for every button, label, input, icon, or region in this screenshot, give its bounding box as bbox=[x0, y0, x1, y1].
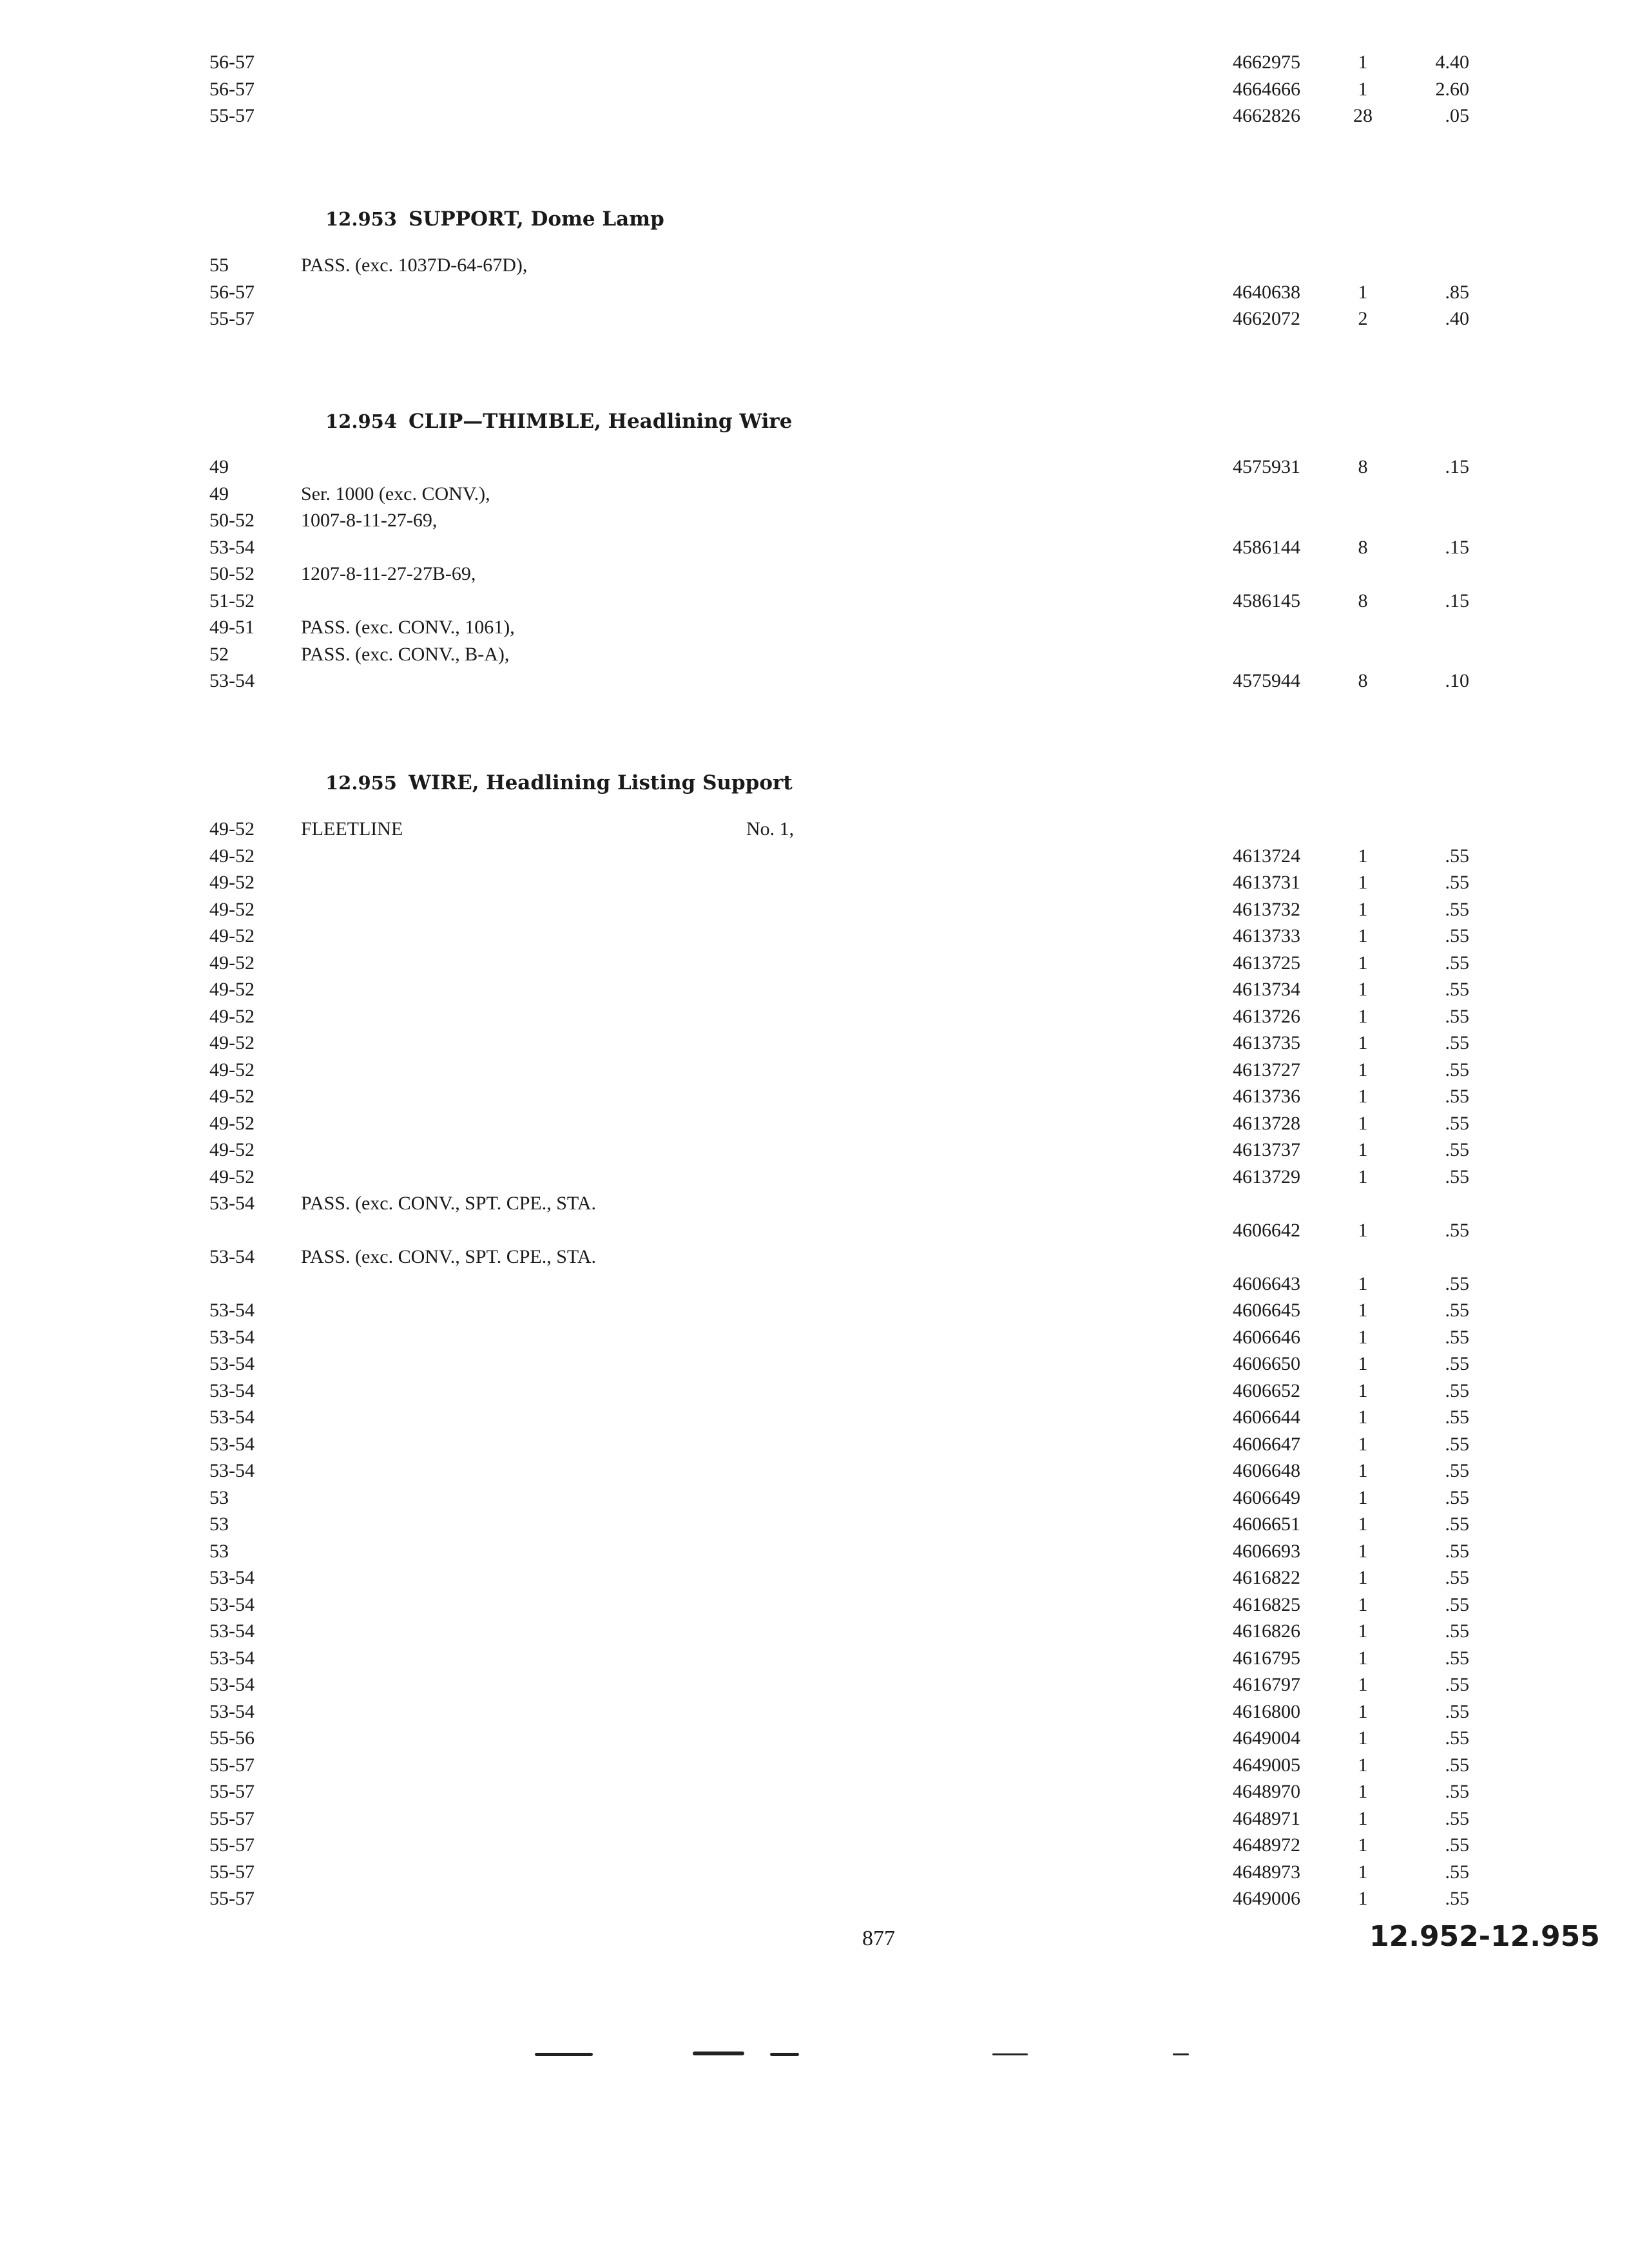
price-cell: .05 bbox=[1445, 105, 1469, 126]
price-cell: .55 bbox=[1445, 1032, 1469, 1053]
years-cell: 49-51 bbox=[209, 617, 255, 638]
part-number-cell: 4616822 bbox=[1233, 1567, 1300, 1588]
years-cell: 53-54 bbox=[209, 1647, 255, 1669]
part-number-cell: 4649006 bbox=[1233, 1888, 1300, 1909]
years-cell: 49-52 bbox=[209, 925, 255, 947]
quantity-cell: 1 bbox=[1358, 1032, 1368, 1053]
table-row bbox=[0, 1457, 1629, 1485]
model-cell bbox=[301, 816, 713, 843]
price-cell: .55 bbox=[1445, 1647, 1469, 1669]
part-number-cell: 4613726 bbox=[1233, 1005, 1300, 1027]
years-cell: 49-52 bbox=[209, 1139, 255, 1160]
price-cell: .55 bbox=[1445, 898, 1469, 920]
quantity-cell: 1 bbox=[1358, 1540, 1368, 1562]
years-cell: 49-52 bbox=[209, 1086, 255, 1107]
price-cell: .55 bbox=[1445, 1220, 1469, 1241]
model-cell bbox=[301, 614, 713, 641]
part-number-cell: 4649004 bbox=[1233, 1727, 1300, 1749]
quantity-cell: 1 bbox=[1358, 1727, 1368, 1749]
quantity-cell: 1 bbox=[1358, 1807, 1368, 1829]
part-number-cell: 4616795 bbox=[1233, 1647, 1300, 1669]
years-cell: 53-54 bbox=[209, 1620, 255, 1642]
table-row bbox=[0, 279, 1629, 306]
quantity-cell: 1 bbox=[1358, 1220, 1368, 1241]
description-text: No. 1, bbox=[746, 818, 795, 840]
price-cell: .55 bbox=[1445, 1700, 1469, 1722]
years-cell: 55 bbox=[209, 255, 229, 276]
price-cell: .55 bbox=[1445, 1139, 1469, 1160]
quantity-cell: 1 bbox=[1358, 1005, 1368, 1027]
quantity-cell: 2 bbox=[1358, 308, 1368, 329]
quantity-cell: 1 bbox=[1358, 1861, 1368, 1883]
table-row bbox=[0, 76, 1629, 103]
price-cell: .55 bbox=[1445, 1300, 1469, 1321]
model-cell bbox=[301, 561, 713, 588]
table-row bbox=[0, 1885, 1629, 1912]
part-number-cell: 4613733 bbox=[1233, 925, 1300, 947]
quantity-cell: 1 bbox=[1358, 1407, 1368, 1428]
table-row bbox=[0, 1511, 1629, 1538]
part-number-cell: 4662072 bbox=[1233, 308, 1300, 329]
page-number: 877 bbox=[862, 1927, 895, 1950]
description-cell bbox=[746, 816, 1210, 843]
table-row bbox=[0, 1164, 1629, 1191]
model-cell bbox=[301, 1244, 713, 1271]
part-number-cell: 4606648 bbox=[1233, 1460, 1300, 1481]
model-text: PASS. (exc. CONV., 1061), bbox=[301, 617, 515, 638]
part-number-cell: 4613731 bbox=[1233, 872, 1300, 893]
part-number-cell: 4648971 bbox=[1233, 1807, 1300, 1829]
part-number-cell: 4616797 bbox=[1233, 1674, 1300, 1695]
table-row bbox=[0, 1431, 1629, 1458]
table-row bbox=[0, 454, 1629, 481]
quantity-cell: 1 bbox=[1358, 1781, 1368, 1802]
table-row bbox=[0, 896, 1629, 923]
price-cell: .55 bbox=[1445, 1834, 1469, 1856]
quantity-cell: 8 bbox=[1358, 456, 1368, 477]
years-cell: 49-52 bbox=[209, 1059, 255, 1081]
years-cell: 55-56 bbox=[209, 1727, 255, 1749]
quantity-cell: 8 bbox=[1358, 590, 1368, 611]
price-cell: .55 bbox=[1445, 925, 1469, 947]
years-cell: 49-52 bbox=[209, 1005, 255, 1027]
price-cell: .55 bbox=[1445, 1888, 1469, 1909]
years-cell: 53-54 bbox=[209, 1326, 255, 1348]
years-cell: 49-52 bbox=[209, 845, 255, 867]
quantity-cell: 1 bbox=[1358, 1674, 1368, 1695]
years-cell: 53 bbox=[209, 1514, 229, 1535]
quantity-cell: 1 bbox=[1358, 845, 1368, 867]
price-cell: .55 bbox=[1445, 1379, 1469, 1401]
model-text: Ser. 1000 (exc. CONV.), bbox=[301, 483, 490, 505]
price-cell: .55 bbox=[1445, 872, 1469, 893]
years-cell: 53-54 bbox=[209, 1593, 255, 1615]
table-row bbox=[0, 1859, 1629, 1886]
scan-mark bbox=[770, 2053, 799, 2056]
price-cell: .55 bbox=[1445, 1086, 1469, 1107]
price-cell: .55 bbox=[1445, 1514, 1469, 1535]
years-cell: 50-52 bbox=[209, 510, 255, 531]
part-number-cell: 4606642 bbox=[1233, 1220, 1300, 1241]
table-row bbox=[0, 1805, 1629, 1832]
model-text: PASS. (exc. 1037D-64-67D), bbox=[301, 255, 528, 276]
quantity-cell: 1 bbox=[1358, 1166, 1368, 1187]
table-row bbox=[0, 49, 1629, 76]
table-row bbox=[0, 869, 1629, 896]
price-cell: .55 bbox=[1445, 1567, 1469, 1588]
years-cell: 56-57 bbox=[209, 52, 255, 73]
part-number-cell: 4640638 bbox=[1233, 281, 1300, 303]
quantity-cell: 1 bbox=[1358, 952, 1368, 974]
table-row bbox=[0, 561, 1629, 588]
quantity-cell: 1 bbox=[1358, 1273, 1368, 1294]
part-number-cell: 4648970 bbox=[1233, 1781, 1300, 1802]
years-cell: 53 bbox=[209, 1540, 229, 1562]
part-number-cell: 4606645 bbox=[1233, 1300, 1300, 1321]
table-row bbox=[0, 1057, 1629, 1084]
part-number-cell: 4606650 bbox=[1233, 1353, 1300, 1374]
quantity-cell: 1 bbox=[1358, 1620, 1368, 1642]
price-cell: .55 bbox=[1445, 979, 1469, 1000]
part-number-cell: 4613737 bbox=[1233, 1139, 1300, 1160]
table-row bbox=[0, 843, 1629, 870]
years-cell: 53-54 bbox=[209, 1353, 255, 1374]
part-number-cell: 4649005 bbox=[1233, 1754, 1300, 1776]
scan-mark bbox=[1173, 2053, 1189, 2055]
table-row bbox=[0, 816, 1629, 843]
years-cell: 49-52 bbox=[209, 872, 255, 893]
part-number-cell: 4613732 bbox=[1233, 898, 1300, 920]
years-cell: 53-54 bbox=[209, 1433, 255, 1455]
quantity-cell: 1 bbox=[1358, 1086, 1368, 1107]
years-cell: 49-52 bbox=[209, 1166, 255, 1187]
price-cell: .55 bbox=[1445, 1112, 1469, 1134]
quantity-cell: 8 bbox=[1358, 536, 1368, 558]
part-number-cell: 4606643 bbox=[1233, 1273, 1300, 1294]
table-row bbox=[0, 1030, 1629, 1057]
quantity-cell: 1 bbox=[1358, 925, 1368, 947]
price-cell: .55 bbox=[1445, 1781, 1469, 1802]
years-cell: 49 bbox=[209, 456, 229, 477]
years-cell: 50-52 bbox=[209, 563, 255, 584]
table-row bbox=[0, 1725, 1629, 1752]
price-cell: .40 bbox=[1445, 308, 1469, 329]
table-row bbox=[0, 1190, 1629, 1241]
price-cell: .55 bbox=[1445, 1486, 1469, 1508]
quantity-cell: 1 bbox=[1358, 1567, 1368, 1588]
table-row bbox=[0, 1110, 1629, 1137]
part-number-cell: 4606652 bbox=[1233, 1379, 1300, 1401]
quantity-cell: 1 bbox=[1358, 1326, 1368, 1348]
model-cell bbox=[301, 481, 713, 508]
years-cell: 56-57 bbox=[209, 78, 255, 100]
price-cell: .55 bbox=[1445, 1353, 1469, 1374]
quantity-cell: 1 bbox=[1358, 1888, 1368, 1909]
table-row bbox=[0, 534, 1629, 561]
part-number-cell: 4613734 bbox=[1233, 979, 1300, 1000]
scan-mark bbox=[693, 2052, 744, 2055]
years-cell: 49-52 bbox=[209, 818, 255, 840]
price-cell: 4.40 bbox=[1435, 52, 1469, 73]
years-cell: 55-57 bbox=[209, 1834, 255, 1856]
table-row bbox=[0, 923, 1629, 950]
price-cell: .55 bbox=[1445, 1593, 1469, 1615]
table-row bbox=[0, 614, 1629, 641]
quantity-cell: 1 bbox=[1358, 1700, 1368, 1722]
years-cell: 49-52 bbox=[209, 1112, 255, 1134]
price-cell: .15 bbox=[1445, 456, 1469, 477]
quantity-cell: 1 bbox=[1358, 52, 1368, 73]
part-number-cell: 4586144 bbox=[1233, 536, 1300, 558]
part-number-cell: 4613727 bbox=[1233, 1059, 1300, 1081]
table-row bbox=[0, 1698, 1629, 1725]
quantity-cell: 28 bbox=[1353, 105, 1373, 126]
price-cell: .55 bbox=[1445, 1059, 1469, 1081]
price-cell: .55 bbox=[1445, 1273, 1469, 1294]
years-cell: 55-57 bbox=[209, 1861, 255, 1883]
quantity-cell: 1 bbox=[1358, 281, 1368, 303]
years-cell: 49-52 bbox=[209, 898, 255, 920]
part-number-cell: 4606644 bbox=[1233, 1407, 1300, 1428]
table-row bbox=[0, 641, 1629, 668]
quantity-cell: 1 bbox=[1358, 872, 1368, 893]
quantity-cell: 1 bbox=[1358, 1059, 1368, 1081]
table-row bbox=[0, 1350, 1629, 1378]
years-cell: 55-57 bbox=[209, 1781, 255, 1802]
quantity-cell: 1 bbox=[1358, 898, 1368, 920]
part-number-cell: 4662826 bbox=[1233, 105, 1300, 126]
part-number-cell: 4648972 bbox=[1233, 1834, 1300, 1856]
price-cell: .55 bbox=[1445, 845, 1469, 867]
quantity-cell: 8 bbox=[1358, 670, 1368, 691]
model-text: FLEETLINE bbox=[301, 818, 403, 840]
table-row bbox=[0, 1083, 1629, 1110]
section-heading: SUPPORT, Dome Lamp bbox=[409, 207, 664, 231]
years-cell: 53-54 bbox=[209, 1700, 255, 1722]
years-cell: 53-54 bbox=[209, 670, 255, 691]
table-row bbox=[0, 305, 1629, 332]
years-cell: 53-54 bbox=[209, 1246, 255, 1267]
quantity-cell: 1 bbox=[1358, 1300, 1368, 1321]
table-row bbox=[0, 252, 1629, 279]
part-number-cell: 4648973 bbox=[1233, 1861, 1300, 1883]
part-number-cell: 4606649 bbox=[1233, 1486, 1300, 1508]
model-text: PASS. (exc. CONV., SPT. CPE., STA. bbox=[301, 1246, 596, 1267]
price-cell: .55 bbox=[1445, 1326, 1469, 1348]
part-number-cell: 4616800 bbox=[1233, 1700, 1300, 1722]
price-cell: .55 bbox=[1445, 1727, 1469, 1749]
quantity-cell: 1 bbox=[1358, 1139, 1368, 1160]
table-row bbox=[0, 1485, 1629, 1512]
price-cell: .55 bbox=[1445, 1433, 1469, 1455]
price-cell: .15 bbox=[1445, 590, 1469, 611]
model-cell bbox=[301, 252, 713, 279]
page-section-range: 12.952-12.955 bbox=[1369, 1920, 1600, 1953]
quantity-cell: 1 bbox=[1358, 1486, 1368, 1508]
years-cell: 49-52 bbox=[209, 1032, 255, 1053]
table-row bbox=[0, 1832, 1629, 1859]
price-cell: 2.60 bbox=[1435, 78, 1469, 100]
scan-mark bbox=[535, 2053, 593, 2056]
years-cell: 56-57 bbox=[209, 281, 255, 303]
years-cell: 53-54 bbox=[209, 1674, 255, 1695]
table-row bbox=[0, 976, 1629, 1003]
table-row bbox=[0, 1404, 1629, 1431]
years-cell: 53-54 bbox=[209, 536, 255, 558]
years-cell: 49-52 bbox=[209, 952, 255, 974]
part-number-cell: 4575931 bbox=[1233, 456, 1300, 477]
years-cell: 49 bbox=[209, 483, 229, 505]
part-number-cell: 4613724 bbox=[1233, 845, 1300, 867]
price-cell: .55 bbox=[1445, 1005, 1469, 1027]
price-cell: .10 bbox=[1445, 670, 1469, 691]
model-cell bbox=[301, 1190, 713, 1217]
table-row bbox=[0, 1244, 1629, 1294]
section-title bbox=[325, 207, 664, 231]
part-number-cell: 4616826 bbox=[1233, 1620, 1300, 1642]
years-cell: 53 bbox=[209, 1486, 229, 1508]
part-number-cell: 4606646 bbox=[1233, 1326, 1300, 1348]
section-title bbox=[325, 410, 792, 433]
table-row bbox=[0, 1378, 1629, 1405]
section-number: 12.954 bbox=[325, 410, 397, 432]
price-cell: .55 bbox=[1445, 1620, 1469, 1642]
table-row bbox=[0, 1297, 1629, 1324]
part-number-cell: 4606693 bbox=[1233, 1540, 1300, 1562]
price-cell: .55 bbox=[1445, 1754, 1469, 1776]
table-row bbox=[0, 481, 1629, 508]
price-cell: .55 bbox=[1445, 952, 1469, 974]
years-cell: 55-57 bbox=[209, 1807, 255, 1829]
table-row bbox=[0, 1003, 1629, 1030]
part-number-cell: 4575944 bbox=[1233, 670, 1300, 691]
table-row bbox=[0, 1591, 1629, 1619]
table-row bbox=[0, 1752, 1629, 1779]
part-number-cell: 4613735 bbox=[1233, 1032, 1300, 1053]
model-text: PASS. (exc. CONV., B-A), bbox=[301, 643, 510, 665]
table-row bbox=[0, 102, 1629, 130]
years-cell: 53-54 bbox=[209, 1407, 255, 1428]
part-number-cell: 4664666 bbox=[1233, 78, 1300, 100]
quantity-cell: 1 bbox=[1358, 1460, 1368, 1481]
price-cell: .55 bbox=[1445, 1674, 1469, 1695]
price-cell: .85 bbox=[1445, 281, 1469, 303]
table-row bbox=[0, 1538, 1629, 1565]
years-cell: 55-57 bbox=[209, 1754, 255, 1776]
quantity-cell: 1 bbox=[1358, 1433, 1368, 1455]
quantity-cell: 1 bbox=[1358, 1379, 1368, 1401]
table-row bbox=[0, 1645, 1629, 1672]
section-number: 12.955 bbox=[325, 772, 397, 794]
quantity-cell: 1 bbox=[1358, 979, 1368, 1000]
part-number-cell: 4613736 bbox=[1233, 1086, 1300, 1107]
price-cell: .55 bbox=[1445, 1407, 1469, 1428]
table-row bbox=[0, 1564, 1629, 1591]
years-cell: 55-57 bbox=[209, 308, 255, 329]
years-cell: 53-54 bbox=[209, 1193, 255, 1214]
price-cell: .55 bbox=[1445, 1540, 1469, 1562]
part-number-cell: 4616825 bbox=[1233, 1593, 1300, 1615]
table-row bbox=[0, 1778, 1629, 1805]
years-cell: 53-54 bbox=[209, 1379, 255, 1401]
years-cell: 53-54 bbox=[209, 1460, 255, 1481]
scan-mark bbox=[992, 2053, 1028, 2055]
model-text: 1207-8-11-27-27B-69, bbox=[301, 563, 476, 584]
section-number: 12.953 bbox=[325, 208, 397, 230]
table-row bbox=[0, 668, 1629, 695]
quantity-cell: 1 bbox=[1358, 78, 1368, 100]
part-number-cell: 4613729 bbox=[1233, 1166, 1300, 1187]
part-number-cell: 4586145 bbox=[1233, 590, 1300, 611]
years-cell: 49-52 bbox=[209, 979, 255, 1000]
quantity-cell: 1 bbox=[1358, 1112, 1368, 1134]
quantity-cell: 1 bbox=[1358, 1593, 1368, 1615]
table-row bbox=[0, 507, 1629, 534]
model-cell bbox=[301, 641, 713, 668]
table-row bbox=[0, 1324, 1629, 1351]
years-cell: 53-54 bbox=[209, 1300, 255, 1321]
model-cell bbox=[301, 507, 713, 534]
table-row bbox=[0, 1137, 1629, 1164]
section-title bbox=[325, 771, 793, 794]
quantity-cell: 1 bbox=[1358, 1754, 1368, 1776]
years-cell: 55-57 bbox=[209, 1888, 255, 1909]
part-number-cell: 4613725 bbox=[1233, 952, 1300, 974]
years-cell: 55-57 bbox=[209, 105, 255, 126]
price-cell: .55 bbox=[1445, 1166, 1469, 1187]
quantity-cell: 1 bbox=[1358, 1834, 1368, 1856]
price-cell: .15 bbox=[1445, 536, 1469, 558]
section-heading: WIRE, Headlining Listing Support bbox=[409, 771, 793, 794]
table-row bbox=[0, 1618, 1629, 1645]
model-text: PASS. (exc. CONV., SPT. CPE., STA. bbox=[301, 1193, 596, 1214]
quantity-cell: 1 bbox=[1358, 1353, 1368, 1374]
quantity-cell: 1 bbox=[1358, 1647, 1368, 1669]
price-cell: .55 bbox=[1445, 1460, 1469, 1481]
price-cell: .55 bbox=[1445, 1807, 1469, 1829]
price-cell: .55 bbox=[1445, 1861, 1469, 1883]
model-text: 1007-8-11-27-69, bbox=[301, 510, 438, 531]
years-cell: 52 bbox=[209, 643, 229, 665]
table-row bbox=[0, 950, 1629, 977]
quantity-cell: 1 bbox=[1358, 1514, 1368, 1535]
part-number-cell: 4606651 bbox=[1233, 1514, 1300, 1535]
years-cell: 51-52 bbox=[209, 590, 255, 611]
years-cell: 53-54 bbox=[209, 1567, 255, 1588]
part-number-cell: 4606647 bbox=[1233, 1433, 1300, 1455]
table-row bbox=[0, 588, 1629, 615]
part-number-cell: 4662975 bbox=[1233, 52, 1300, 73]
table-row bbox=[0, 1671, 1629, 1698]
part-number-cell: 4613728 bbox=[1233, 1112, 1300, 1134]
section-heading: CLIP—THIMBLE, Headlining Wire bbox=[409, 410, 793, 433]
